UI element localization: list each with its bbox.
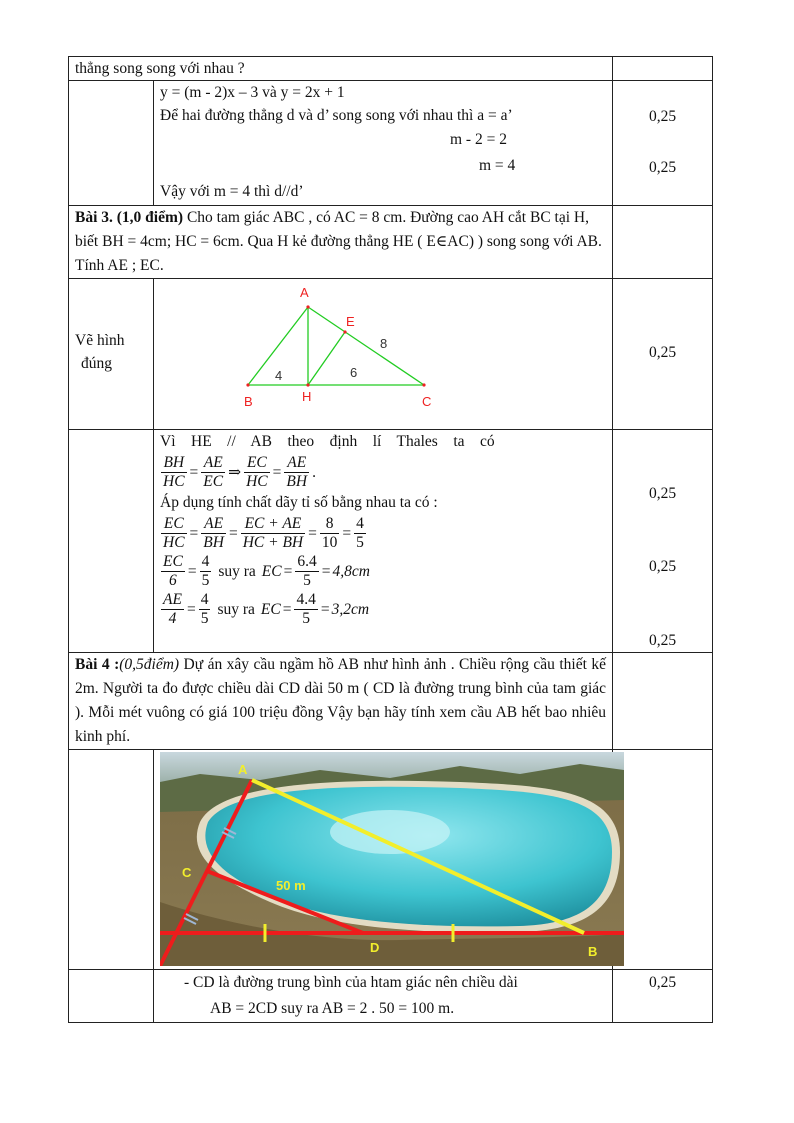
answer-table (68, 56, 713, 1023)
table-row (69, 653, 713, 750)
point-H: H (302, 389, 312, 404)
score: 0,25 (648, 558, 677, 575)
score: 0,25 (648, 632, 677, 649)
bai4-text: Dự án xây cầu ngầm hồ AB như hình ảnh . Chiều rộng cầu thiết kế 2m. Người ta đo được chiều dài CD dài 50 m ( CD là đường trung bình của tam giác ). Mỗi mét vuông có giá 100 triệu đồng Vậy bạn hãy tính xem cầu AB hết bao nhiêu kinh phí. (75, 656, 607, 745)
score: 0,25 (613, 279, 713, 430)
formula-2: $\frac{EC}{HC}$ = $\frac{AE}{BH}$ = $\frac{EC + AE}{HC + BH}$ = $\frac{8}{10}$ = $\frac{4}{5}$ (163, 514, 364, 551)
photo-point-D: D (370, 940, 380, 955)
table-row (69, 279, 713, 430)
table-row (69, 81, 713, 206)
photo-length: 50 m (276, 878, 306, 893)
point-C: C (422, 394, 432, 409)
formula-4: $\frac{AE}{4}$ = $\frac{4}{5}$ suy ra EC = $\frac{4.4}{5}$ = 3,2cm (163, 590, 370, 627)
point-A: A (300, 285, 309, 300)
point-B: B (244, 394, 253, 409)
score: 0,25 (648, 108, 677, 125)
bai4-title: Bài 4 : (75, 656, 120, 673)
score: 0,25 (648, 485, 677, 502)
formula-1: $\frac{BH}{HC}$ = $\frac{AE}{EC}$ ⇒ $\frac{EC}{HC}$ = $\frac{AE}{BH}$ . (163, 453, 316, 490)
solution4: - CD là đường trung bình của htam giác nên chiều dài AB = 2CD suy ra AB = 2 . 50 = 100 m. (154, 970, 613, 1023)
bai3-title: Bài 3. (1,0 điểm) (75, 209, 184, 226)
bai4-points: (0,5điểm) (119, 656, 180, 673)
photo-point-B: B (588, 944, 598, 959)
length-bh: 4 (275, 368, 283, 383)
row0-text: thẳng song song với nhau ? (69, 57, 613, 81)
point-E: E (346, 314, 355, 329)
score: 0,25 (648, 159, 677, 176)
table-row (69, 750, 713, 970)
lake-photo (160, 752, 624, 966)
length-hc: 6 (350, 365, 358, 380)
bai3-text: Cho tam giác ABC , có AC = 8 cm. Đường cao AH cắt BC tại H, biết BH = 4cm; HC = 6cm. Qua H kẻ đường thẳng HE ( E∈AC) ) song song với AB. Tính AE ; EC. (75, 209, 602, 274)
formula-3: $\frac{EC}{6}$ = $\frac{4}{5}$ suy ra EC = $\frac{6.4}{5}$ = 4,8cm (163, 552, 370, 589)
table-row (69, 206, 713, 279)
row1-content: y = (m - 2)x – 3 và y = 2x + 1 Để hai đường thẳng d và d’ song song với nhau thì a = a’ m - 2 = 2 m = 4 Vậy với m = 4 thì d//d’ (154, 81, 613, 206)
photo-point-A: A (238, 762, 248, 777)
table-row (69, 970, 713, 1023)
table-row (69, 57, 713, 81)
length-ac: 8 (380, 336, 388, 351)
table-row (69, 430, 713, 653)
figure-label: Vẽ hình đúng (69, 279, 154, 430)
solution3: Vì HE // AB theo định lí Thales ta có $\frac{BH}{HC}$ = $\frac{AE}{EC}$ ⇒ $\frac{EC}{HC}$ = $\frac{AE}{BH}$ . Áp dụng tính chất dãy tỉ số bằng nhau ta có : $\frac{EC}{HC}$ = $\frac{AE}{BH}$ = $\frac{EC + AE}{HC + BH}$ = $\frac{8}{10}$ = $\frac{4}{5}$ $\frac{EC}{6}$ = $\frac{4}{5}$ suy ra EC = $\frac{6.4}{5}$ = 4,8cm $\frac{AE}{4}$ = $\frac{4}{5}$ suy ra EC = $\frac{4.4}{5}$ = 3,2cm (154, 430, 613, 653)
score: 0,25 (613, 970, 713, 1023)
triangle-figure (154, 279, 613, 429)
photo-point-C: C (182, 865, 192, 880)
